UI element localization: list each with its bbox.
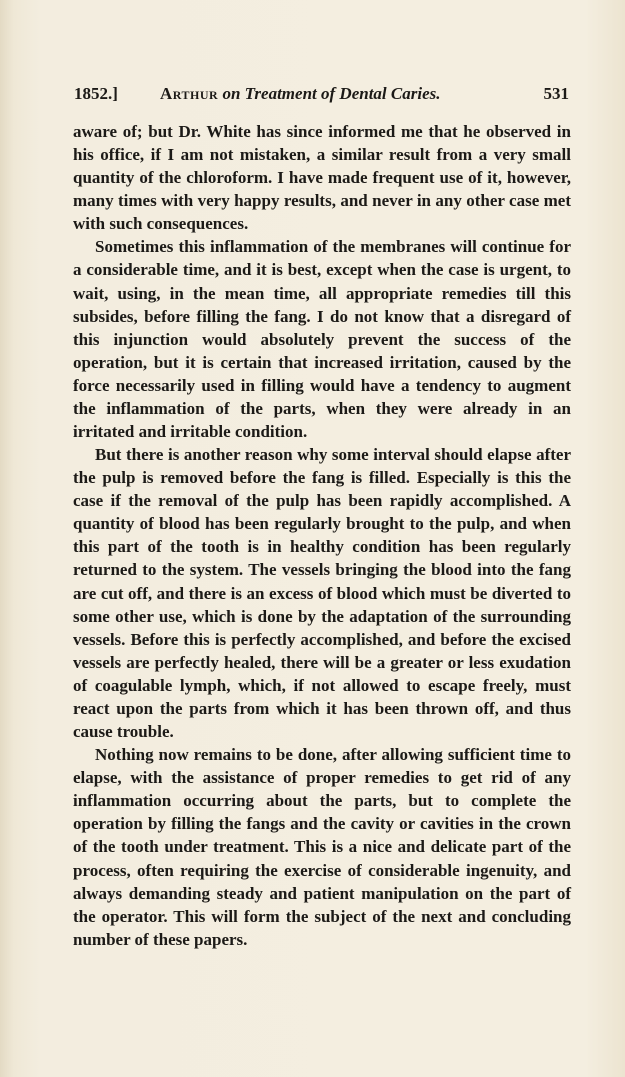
paragraph-3: But there is another reason why some interval should elapse after the pulp is removed before the fang is filled. Especially is this the case if the removal of the pulp has been rapidly accomplished. A quantity of blood has been regularly brought to the pulp, and when this part of the tooth is in healthy condition has been regularly returned to the system. The vessels bringing the blood into the fang are cut off, and there is an excess of blood which must be diverted to some other use, which is done by the adaptation of the surrounding vessels. Before this is perfectly accomplished, and before the excised vessels are perfectly healed, there will be a greater or less exudation of coagulable lymph, which, if not allowed to escape freely, must react upon the parts from which it has been thrown off, and thus cause trouble. bbox=[73, 445, 571, 742]
page-number: 531 bbox=[543, 84, 569, 103]
header-title-italic: Treatment of Dental Caries. bbox=[244, 84, 441, 103]
running-head bbox=[74, 84, 569, 108]
header-title bbox=[160, 84, 440, 104]
paragraph-4: Nothing now remains to be done, after allowing sufficient time to elapse, with the assistance of proper remedies to get rid of any inflammation occurring about the parts, but to complete the operation by filling the fangs and the cavity or cavities in the crown of the tooth under treatment. This is a nice and delicate part of the process, often requiring the exercise of considerable ingenuity, and always demanding steady and patient manipulation on the part of the operator. This will form the subject of the next and concluding number of these papers. bbox=[73, 745, 571, 949]
paragraph-1: aware of; but Dr. White has since informed me that he observed in his office, if I am not mistaken, a similar result from a very small quantity of the chloroform. I have made frequent use of it, however, many times with very happy results, and never in any other case met with such consequences. bbox=[73, 122, 571, 234]
header-year: 1852.] bbox=[74, 84, 118, 103]
paragraph-2: Sometimes this inflammation of the membranes will continue for a considerable time, and it is best, except when the case is urgent, to wait, using, in the mean time, all appropriate remedies till this subsides, before filling the fang. I do not know that a disregard of this injunction would absolutely prevent the success of the operation, but it is certain that increased irritation, caused by the force necessarily used in filling would have a tendency to augment the inflammation of the parts, when they were already in an irritated and irritable condition. bbox=[73, 237, 571, 442]
body-text bbox=[73, 120, 571, 951]
header-on: on bbox=[222, 84, 241, 103]
header-author: Arthur bbox=[160, 84, 219, 103]
